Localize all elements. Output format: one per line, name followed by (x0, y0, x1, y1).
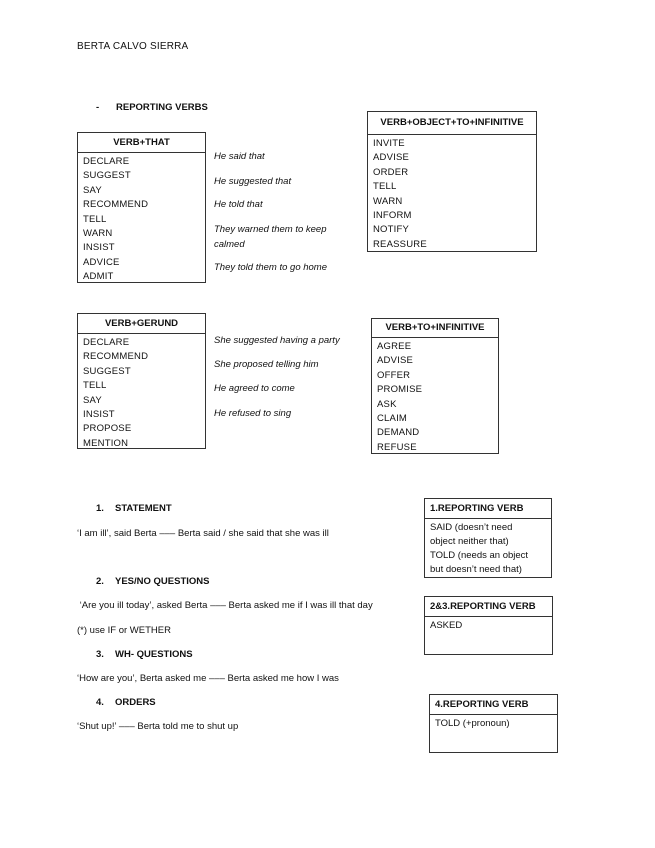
wh-heading (96, 649, 193, 660)
list-item: ADVISE (373, 152, 410, 164)
heading-number: 4. (96, 697, 104, 708)
yes-no-example: ‘Are you ill today’, asked Berta ––– Berta asked me if I was ill that day (77, 600, 373, 611)
reporting-verb-line: but doesn’t need that) (430, 564, 522, 575)
reporting-verb-box-4 (429, 694, 558, 753)
reporting-verb-line: SAID (doesn’t need (430, 522, 513, 533)
example-text: He agreed to come (214, 383, 295, 394)
list-item: PROMISE (377, 384, 423, 396)
example-text: She proposed telling him (214, 359, 319, 370)
yes-no-heading (96, 576, 210, 587)
heading-number: 2. (96, 576, 104, 587)
example-text: She suggested having a party (214, 335, 340, 346)
heading-title: STATEMENT (115, 503, 172, 514)
list-item: PROPOSE (83, 423, 132, 435)
reporting-verb-box-header: 4.REPORTING VERB (430, 695, 557, 715)
reporting-verb-line: TOLD (+pronoun) (435, 718, 510, 729)
example-text: They warned them to keep calmed (214, 224, 327, 250)
list-item: CLAIM (377, 413, 408, 425)
list-item: ORDER (373, 166, 409, 178)
heading-title: WH- QUESTIONS (115, 649, 193, 660)
reporting-verb-line: ASKED (430, 620, 463, 631)
heading-title: YES/NO QUESTIONS (115, 576, 210, 587)
example-text: He refused to sing (214, 408, 292, 419)
reporting-verb-box-1 (424, 498, 552, 578)
list-item: RECOMMEND (83, 351, 149, 363)
verb-object-infinitive-header: VERB+OBJECT+TO+INFINITIVE (368, 112, 536, 135)
list-item: INSIST (83, 242, 115, 254)
reporting-verb-line: object neither that) (430, 536, 509, 547)
verb-to-infinitive-table (371, 318, 499, 454)
section-title-text: REPORTING VERBS (116, 102, 208, 113)
list-item: ADVISE (377, 355, 414, 367)
verb-that-table (77, 132, 206, 283)
list-item: SUGGEST (83, 365, 131, 377)
author-name: BERTA CALVO SIERRA (77, 41, 189, 52)
list-item: SAY (83, 184, 102, 196)
verb-that-header: VERB+THAT (78, 133, 205, 153)
list-item: REFUSE (377, 441, 417, 453)
wh-example: ‘How are you’, Berta asked me ––– Berta asked me how I was (77, 673, 339, 684)
bullet-dash: - (96, 102, 100, 113)
example-text: They told them to go home (214, 262, 328, 273)
list-item: TELL (83, 380, 107, 392)
verb-gerund-table (77, 313, 206, 449)
yes-no-note: (*) use IF or WETHER (77, 625, 171, 636)
heading-number: 3. (96, 649, 104, 660)
list-item: NOTIFY (373, 224, 410, 236)
list-item: MENTION (83, 437, 129, 449)
list-item: TELL (83, 213, 107, 225)
list-item: ASK (377, 398, 397, 410)
list-item: DECLARE (83, 156, 130, 167)
statement-heading (96, 503, 172, 514)
reporting-verb-line: TOLD (needs an object (430, 550, 529, 561)
heading-title: ORDERS (115, 697, 156, 708)
list-item: INFORM (373, 210, 412, 222)
heading-number: 1. (96, 503, 104, 514)
example-text: He said that (214, 151, 265, 162)
list-item: ADMIT (83, 271, 114, 283)
example-text: He suggested that (214, 176, 292, 187)
reporting-verb-box-header: 1.REPORTING VERB (425, 499, 551, 519)
list-item: AGREE (377, 341, 412, 352)
orders-example: ‘Shut up!’ ––– Berta told me to shut up (77, 721, 239, 732)
list-item: DECLARE (83, 337, 130, 348)
list-item: WARN (373, 195, 403, 207)
list-item: DEMAND (377, 427, 420, 439)
example-text: He told that (214, 199, 263, 210)
list-item: SUGGEST (83, 170, 131, 182)
reporting-verb-box-header: 2&3.REPORTING VERB (425, 597, 552, 617)
orders-heading (96, 697, 156, 708)
list-item: ADVICE (83, 256, 120, 268)
reporting-verb-box-2-3 (424, 596, 553, 655)
verb-gerund-header: VERB+GERUND (78, 314, 205, 334)
verb-object-infinitive-table (367, 111, 537, 252)
list-item: TELL (373, 181, 397, 193)
verb-to-infinitive-header: VERB+TO+INFINITIVE (372, 319, 498, 338)
list-item: WARN (83, 228, 113, 240)
list-item: RECOMMEND (83, 199, 149, 211)
list-item: SAY (83, 394, 102, 406)
list-item: OFFER (377, 369, 411, 381)
statement-example: ‘I am ill’, said Berta ––– Berta said / she said that she was ill (77, 528, 329, 539)
list-item: REASSURE (373, 238, 427, 250)
list-item: INVITE (373, 138, 405, 149)
section-title (96, 102, 208, 113)
list-item: INSIST (83, 409, 115, 421)
